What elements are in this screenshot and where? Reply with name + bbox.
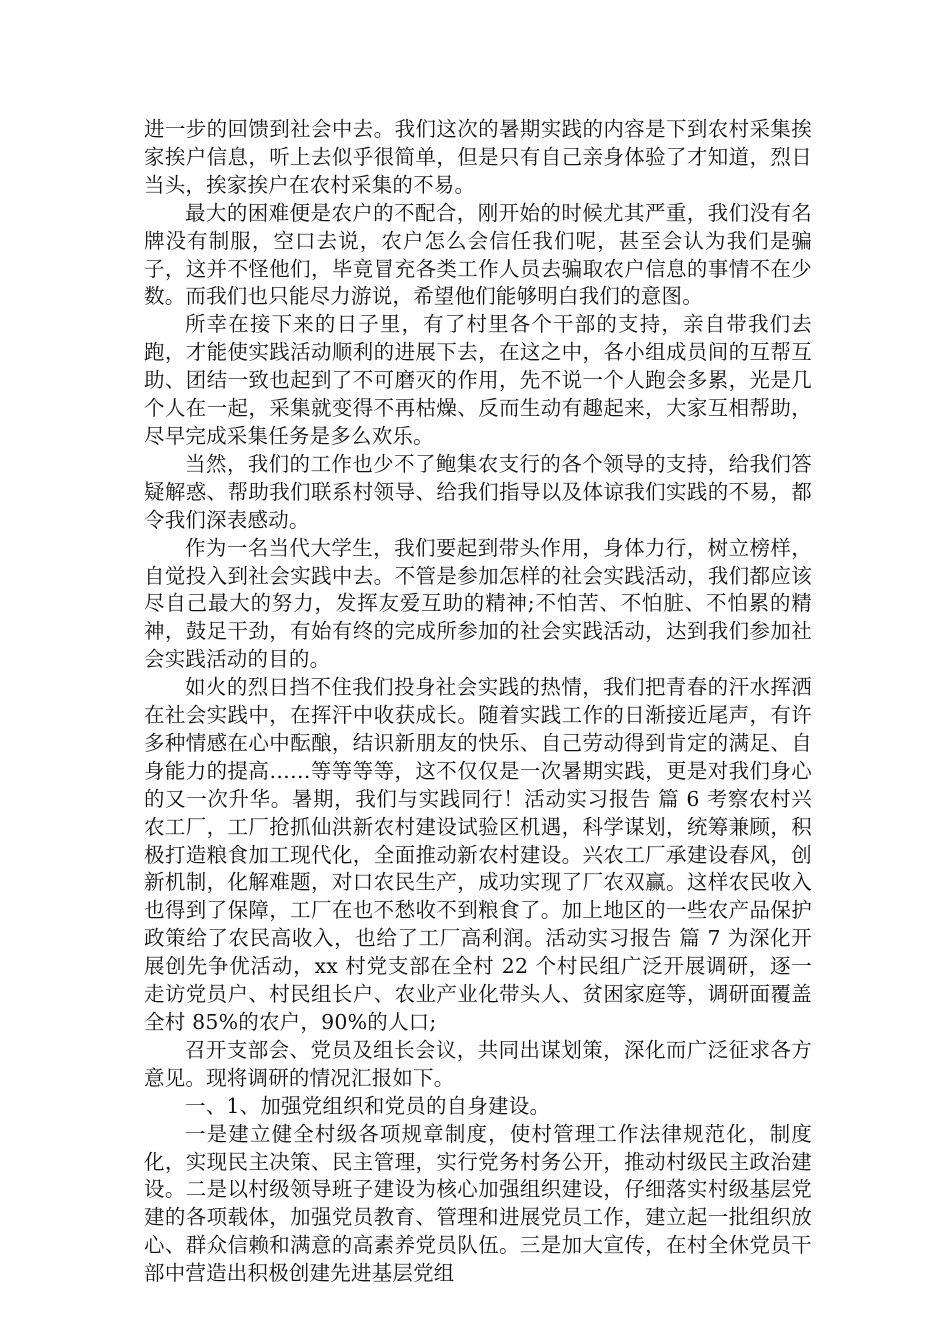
document-page <box>144 116 812 1288</box>
paragraph-7: 召开支部会、党员及组长会议，共同出谋划策，深化而广泛征求各方意见。现将调研的情况汇报如下。 <box>144 1037 812 1090</box>
paragraph-1: 进一步的回馈到社会中去。我们这次的暑期实践的内容是下到农村采集挨家挨户信息，听上去似乎很简单，但是只有自己亲身体验了才知道，烈日当头，挨家挨户在农村采集的不易。 <box>144 117 812 197</box>
paragraph-3: 所幸在接下来的日子里，有了村里各个干部的支持，亲自带我们去跑，才能使实践活动顺利的进展下去，在这之中，各小组成员间的互帮互助、团结一致也起到了不可磨灭的作用，先不说一个人跑会多累，光是几个人在一起，采集就变得不再枯燥、反而生动有趣起来，大家互相帮助，尽早完成采集任务是多么欢乐。 <box>144 312 812 448</box>
paragraph-4: 当然，我们的工作也少不了鲍集农支行的各个领导的支持，给我们答疑解惑、帮助我们联系村领导、给我们指导以及体谅我们实践的不易，都令我们深表感动。 <box>144 451 812 532</box>
paragraph-2: 最大的困难便是农户的不配合，刚开始的时候尤其严重，我们没有名牌没有制服，空口去说，农户怎么会信任我们呢，甚至会认为我们是骗子，这并不怪他们，毕竟冒充各类工作人员去骗取农户信息的事情不在少数。而我们也只能尽力游说，希望他们能够明白我们的意图。 <box>144 200 812 309</box>
paragraph-5: 作为一名当代大学生，我们要起到带头作用，身体力行，树立榜样，自觉投入到社会实践中去。不管是参加怎样的社会实践活动，我们都应该尽自己最大的努力，发挥友爱互助的精神;不怕苦、不怕脏、不怕累的精神，鼓足干劲，有始有终的完成所参加的社会实践活动，达到我们参加社会实践活动的目的。 <box>144 535 812 672</box>
section-heading: 一、1、加强党组织和党员的自身建设。 <box>185 1093 551 1118</box>
paragraph-9: 一是建立健全村级各项规章制度，使村管理工作法律规范化，制度化，实现民主决策、民主管理，实行党务村务公开，推动村级民主政治建设。二是以村级领导班子建设为核心加强组织建设，仔细落实村级基层党建的各项载体，加强党员教育、管理和进展党员工作，建立起一批组织放心、群众信赖和满意的高素养党员队伍。三是加大宣传，在村全休党员干部中营造出积极创建先进基层党组 <box>144 1121 812 1286</box>
paragraph-6: 如火的烈日挡不住我们投身社会实践的热情，我们把青春的汗水挥洒在社会实践中，在挥汗中收获成长。随着实践工作的日渐接近尾声，有许多种情感在心中酝酿，结识新朋友的快乐、自己劳动得到肯定的满足、自身能力的提高……等等等等，这不仅仅是一次暑期实践，更是对我们身心的又一次升华。暑期，我们与实践同行！活动实习报告 篇 6 考察农村兴农工厂，工厂抢抓仙洪新农村建设试验区机遇，科学谋划，统筹兼顾，积极打造粮食加工现代化，全面推动新农村建设。兴农工厂承建设春风，创新机制，化解难题，对口农民生产，成功实现了厂农双赢。这样农民收入也得到了保障，工厂在也不愁收不到粮食了。加上地区的一些农产品保护政策给了农民高收入，也给了工厂高利润。活动实习报告 篇 7 为深化开展创先争优活动，xx 村党支部在全村 22 个村民组广泛开展调研，逐一走访党员户、村民组长户、农业产业化带头人、贫困家庭等，调研面覆盖全村 85%的农户，90%的人口; <box>144 675 812 1034</box>
